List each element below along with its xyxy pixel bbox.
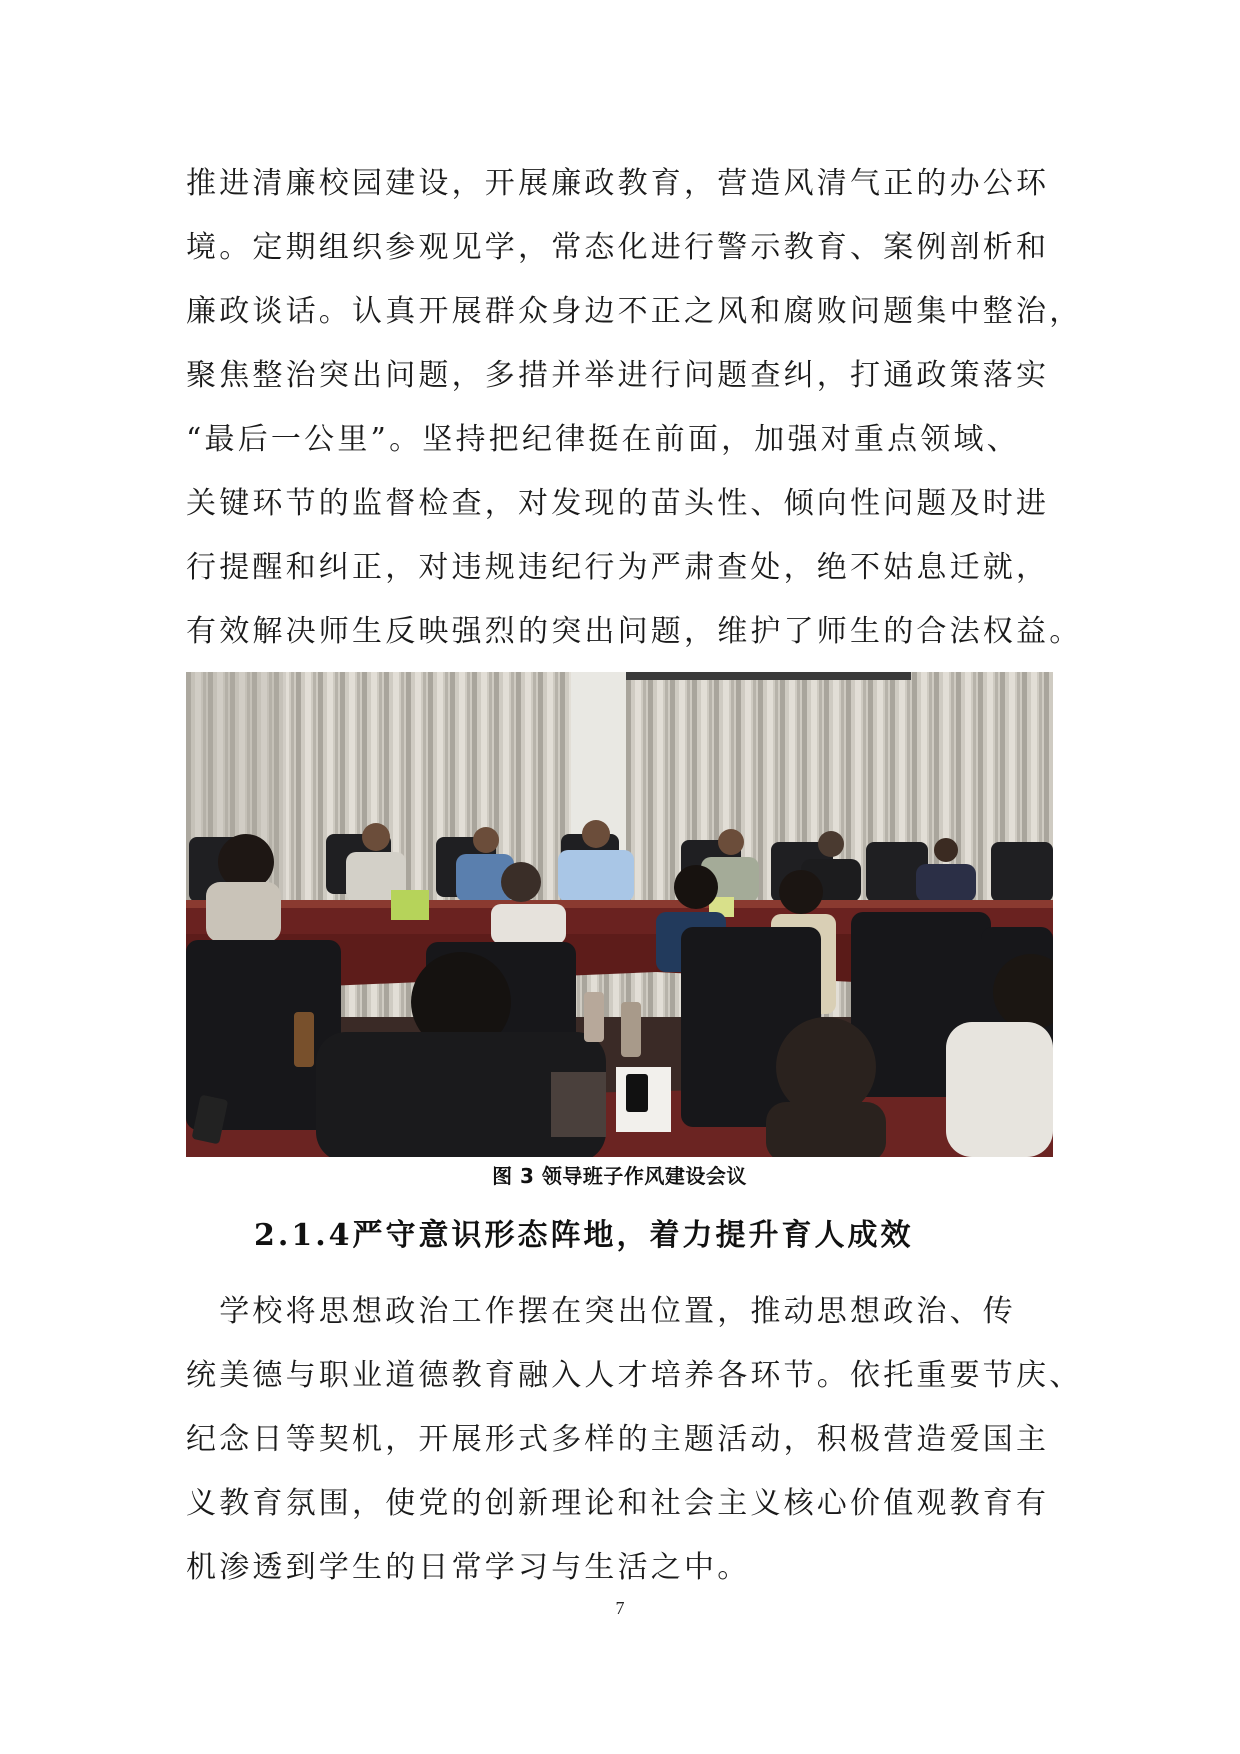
- text-line: 聚焦整治突出问题，多措并举进行问题查纠，打通政策落实: [186, 358, 1050, 393]
- text-line: 行提醒和纠正，对违规违纪行为严肃查处，绝不姑息迁就，: [186, 550, 1050, 585]
- text-line: 关键环节的监督检查，对发现的苗头性、倾向性问题及时进: [186, 486, 1050, 521]
- text-line: 纪念日等契机，开展形式多样的主题活动，积极营造爱国主: [186, 1422, 1050, 1457]
- text-line: 统美德与职业道德教育融入人才培养各环节。依托重要节庆、: [186, 1358, 1083, 1393]
- page-number: 7: [615, 1598, 625, 1618]
- text-line: 有效解决师生反映强烈的突出问题，维护了师生的合法权益。: [186, 614, 1083, 649]
- figure-caption: 图 3 领导班子作风建设会议: [492, 1164, 747, 1188]
- text-line: 学校将思想政治工作摆在突出位置，推动思想政治、传: [186, 1294, 1016, 1329]
- text-line: 境。定期组织参观见学，常态化进行警示教育、案例剖析和: [186, 230, 1050, 265]
- body-paragraph-ideological-work: [186, 1280, 1083, 1600]
- text-line: 推进清廉校园建设，开展廉政教育，营造风清气正的办公环: [186, 166, 1050, 201]
- meeting-photo: [186, 672, 1053, 1157]
- text-line: 廉政谈话。认真开展群众身边不正之风和腐败问题集中整治，: [186, 294, 1083, 329]
- text-line: 机渗透到学生的日常学习与生活之中。: [186, 1550, 751, 1585]
- section-heading: 2.1.4严守意识形态阵地，着力提升育人成效: [254, 1218, 914, 1253]
- text-line: “最后一公里”。坚持把纪律挺在前面，加强对重点领域、: [186, 422, 1020, 457]
- body-paragraph-integrity-education: [186, 152, 1083, 664]
- text-line: 义教育氛围，使党的创新理论和社会主义核心价值观教育有: [186, 1486, 1050, 1521]
